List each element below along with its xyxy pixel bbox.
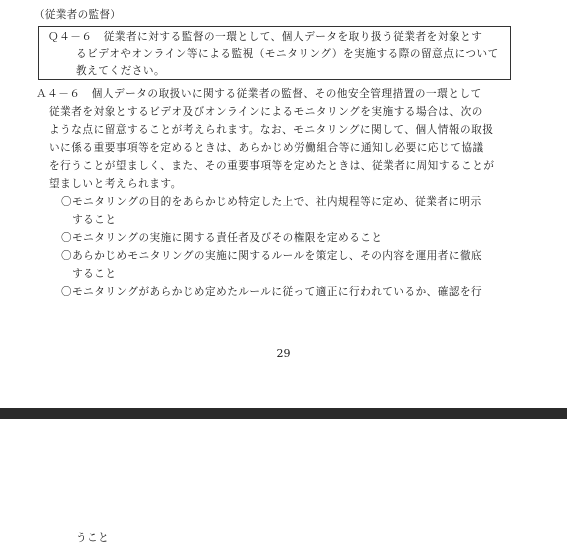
question-box — [38, 26, 511, 80]
bullet-item: 〇あらかじめモニタリングの実施に関するルールを策定し、その内容を運用者に徹底 — [61, 250, 483, 262]
section-heading: （従業者の監督） — [34, 9, 122, 21]
question-line: Ｑ４－６ 従業者に対する監督の一環として、個人データを取り扱う従業者を対象とす — [48, 31, 483, 43]
bullet-item: 〇モニタリングの目的をあらかじめ特定した上で、社内規程等に定め、従業者に明示 — [61, 196, 482, 208]
answer-line: ような点に留意することが考えられます。なお、モニタリングに関して、個人情報の取扱 — [49, 124, 494, 136]
continued-text: うこと — [76, 532, 110, 544]
next-document-page — [0, 419, 567, 559]
bullet-item: 〇モニタリングがあらかじめ定めたルールに従って適正に行われているか、確認を行 — [61, 286, 483, 298]
answer-line: Ａ４－６ 個人データの取扱いに関する従業者の監督、その他安全管理措置の一環として — [36, 88, 482, 100]
answer-line: いに係る重要事項等を定めるときは、あらかじめ労働組合等に通知し必要に応じて協議 — [49, 142, 484, 154]
bullet-continuation: すること — [61, 268, 117, 280]
answer-line: 望ましいと考えられます。 — [49, 178, 182, 190]
answer-line: を行うことが望ましく、また、その重要事項等を定めたときは、従業者に周知することが — [49, 160, 495, 172]
page-number: 29 — [276, 347, 291, 360]
answer-line: 従業者を対象とするビデオ及びオンラインによるモニタリングを実施する場合は、次の — [49, 106, 483, 118]
question-line: るビデオやオンライン等による監視（モニタリング）を実施する際の留意点について — [76, 48, 499, 60]
page-separator — [0, 408, 567, 419]
question-line: 教えてください。 — [76, 65, 166, 77]
bullet-continuation: すること — [61, 214, 117, 226]
bullet-item: 〇モニタリングの実施に関する責任者及びその権限を定めること — [61, 232, 383, 244]
